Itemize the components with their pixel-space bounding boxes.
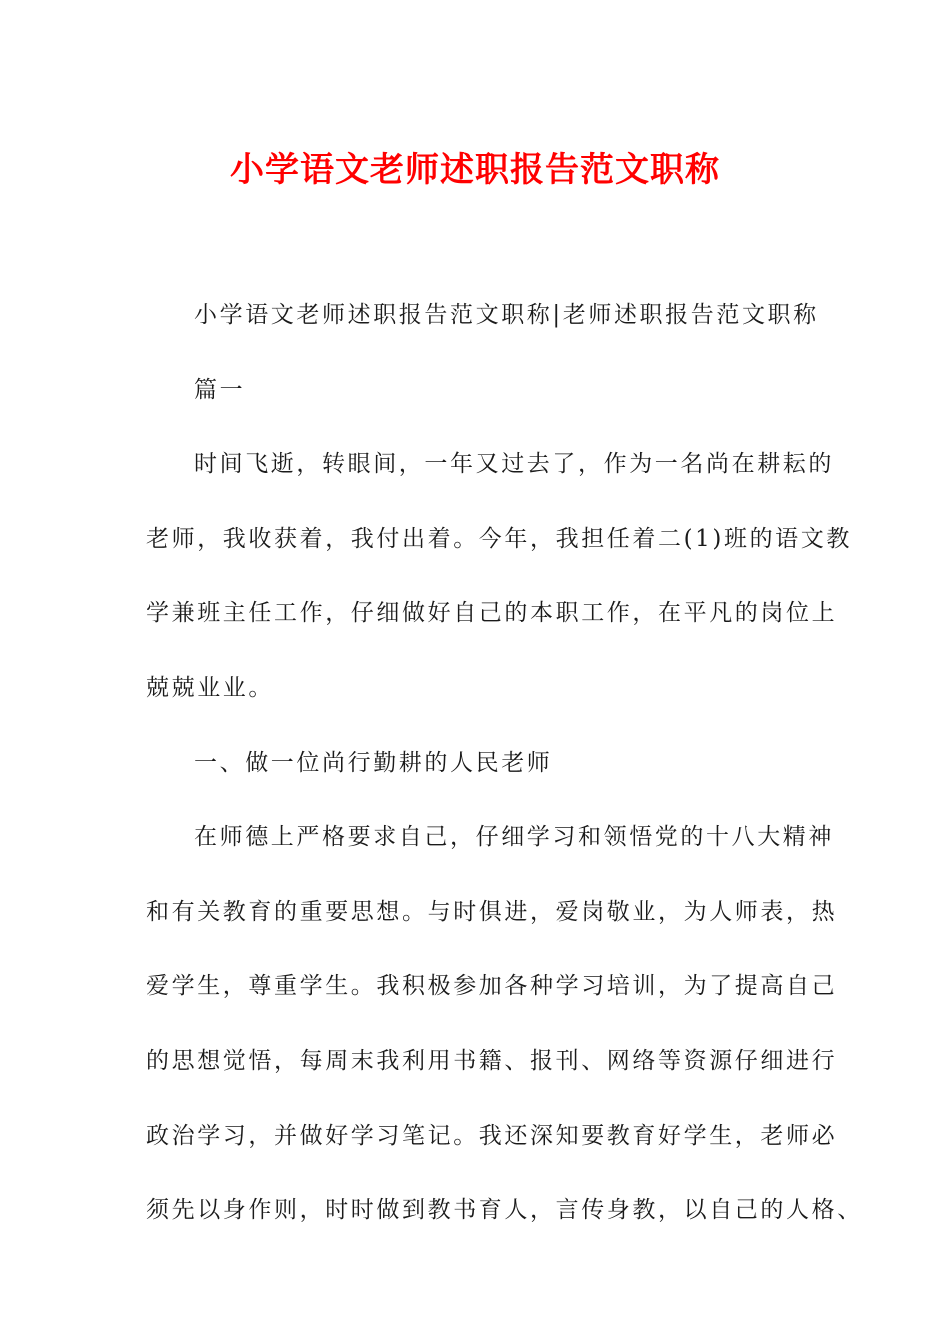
- paragraph-line: 须先以身作则，时时做到教书育人，言传身教，以自己的人格、: [146, 1197, 863, 1224]
- paragraph-line: 政治学习，并做好学习笔记。我还深知要教育好学生，老师必: [146, 1122, 838, 1149]
- section-heading: 一、做一位尚行勤耕的人民老师: [194, 749, 553, 776]
- paragraph-line: 时间飞逝，转眼间，一年又过去了，作为一名尚在耕耘的: [194, 451, 834, 478]
- paragraph-line: 爱学生，尊重学生。我积极参加各种学习培训，为了提高自己: [146, 973, 838, 1000]
- paragraph-line: 老师，我收获着，我付出着。今年，我担任着二(1)班的语文教: [146, 525, 852, 552]
- section-label: 篇一: [194, 376, 246, 403]
- paragraph-line: 学兼班主任工作，仔细做好自己的本职工作，在平凡的岗位上: [146, 600, 838, 627]
- paragraph-line: 兢兢业业。: [146, 674, 274, 701]
- document-title: 小学语文老师述职报告范文职称: [230, 150, 720, 190]
- paragraph-line: 的思想觉悟，每周末我利用书籍、报刊、网络等资源仔细进行: [146, 1047, 838, 1074]
- document-body: [146, 278, 863, 1248]
- subtitle-line: 小学语文老师述职报告范文职称|老师述职报告范文职称: [194, 302, 819, 328]
- paragraph-line: 和有关教育的重要思想。与时俱进，爱岗敬业，为人师表，热: [146, 898, 838, 925]
- paragraph-line: 在师德上严格要求自己，仔细学习和领悟党的十八大精神: [194, 824, 834, 851]
